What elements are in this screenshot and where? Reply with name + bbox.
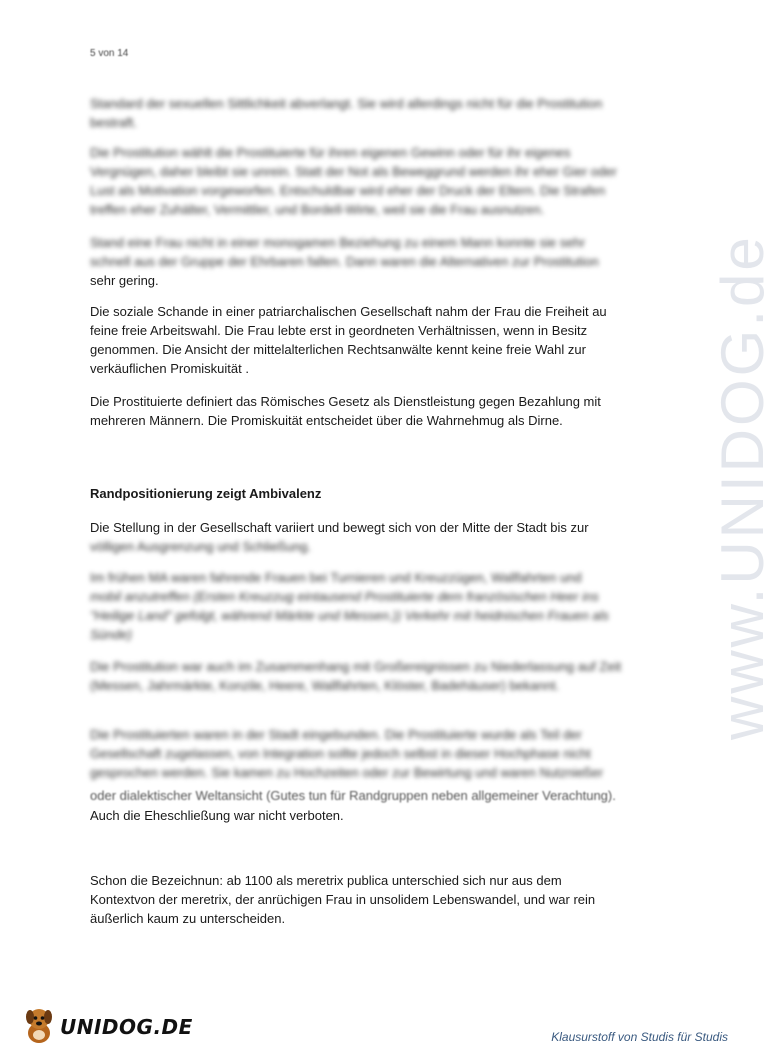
- text-line: mehreren Männern. Die Promiskuität entscheidet über die Wahrnehmug als Dirne.: [90, 413, 563, 428]
- text-line: Gesellschaft zugelassen, von Integration sollte jedoch selbst in dieser Hochphase nicht: [90, 746, 591, 761]
- text-line: Stand eine Frau nicht in einer monogamen Beziehung zu einem Mann konnte sie sehr: [90, 235, 586, 250]
- paragraph: Die Stellung in der Gesellschaft variiert und bewegt sich von der Mitte der Stadt bis zur: [90, 520, 589, 535]
- footer-tagline: Klausurstoff von Studis für Studis: [551, 1030, 728, 1044]
- text-line: Die soziale Schande in einer patriarchalischen Gesellschaft nahm der Frau die Freiheit au: [90, 304, 607, 319]
- paragraph: [90, 871, 650, 928]
- blurred-paragraph: [90, 94, 650, 132]
- text-line: Vergnügen, daher bleibt sie unrein. Statt der Not als Beweggrund werden ihr eher Gier oder: [90, 164, 617, 179]
- text-line: Die Prostitution war auch im Zusammenhang mit Großereignissen zu Niederlassung auf Zeit: [90, 659, 622, 674]
- section-heading: Randpositionierung zeigt Ambivalenz: [90, 486, 322, 501]
- page-number: 5 von 14: [90, 48, 129, 59]
- blurred-paragraph: [90, 568, 650, 644]
- dog-mascot-icon: [22, 1005, 56, 1050]
- blurred-paragraph: [90, 657, 650, 695]
- text-line: Schon die Bezeichnun: ab 1100 als meretrix publica unterschied sich nur aus dem: [90, 873, 562, 888]
- text-line: gesprochen werden. Sie kamen zu Hochzeiten oder zur Bewirtung und waren Nutznießer: [90, 765, 604, 780]
- text-line: genommen. Die Ansicht der mittelalterlichen Rechtsanwälte kennt keine freie Wahl zur: [90, 342, 586, 357]
- text-line: bestraft.: [90, 115, 137, 130]
- blurred-paragraph: [90, 233, 650, 271]
- paragraph: [90, 302, 650, 378]
- text-line: Standard der sexuellen Sittlichkeit abverlangt. Sie wird allerdings nicht für die Prostitution: [90, 96, 603, 111]
- partially-blurred-line: oder dialektischer Weltansicht (Gutes tun für Randgruppen neben allgemeiner Verachtung).: [90, 788, 616, 803]
- text-line: Die Prostituierte definiert das Römisches Gesetz als Dienstleistung gegen Bezahlung mit: [90, 394, 601, 409]
- text-line: mobil anzutreffen (Ersten Kreuzzug eintausend Prostituierte dem französischen Heer ins: [90, 589, 599, 604]
- text-line: Im frühen MA waren fahrende Frauen bei Turnieren und Kreuzzügen, Wallfahrten und: [90, 570, 582, 585]
- text-line: Die Prostituierten waren in der Stadt eingebunden. Die Prostituierte wurde als Teil der: [90, 727, 582, 742]
- watermark: [660, 234, 776, 740]
- blurred-paragraph: [90, 143, 650, 219]
- watermark-text: www.UNIDOG.de: [709, 234, 776, 740]
- text-line: äußerlich kaum zu unterscheiden.: [90, 911, 286, 926]
- text-line: Lust als Motivation vorgeworfen. Entschuldbar wird eher der Druck der Eltern. Die Strafen: [90, 183, 606, 198]
- text-line: Die Prostitution wählt die Prostituierte für ihren eigenen Gewinn oder für ihr eigenes: [90, 145, 571, 160]
- text-line: verkäuflichen Promiskuität .: [90, 361, 249, 376]
- text-line: Sünde): [90, 627, 132, 642]
- paragraph-tail: sehr gering.: [90, 273, 159, 288]
- logo-wordmark: UNIDOG.DE: [60, 1015, 193, 1039]
- footer-logo[interactable]: [22, 1005, 193, 1049]
- paragraph: [90, 392, 650, 430]
- text-line: (Messen, Jahrmärkte, Konzile, Heere, Wallfahrten, Klöster, Badehäuser) bekannt.: [90, 678, 560, 693]
- text-line: feine freie Arbeitswahl. Die Frau lebte erst in geordneten Verhältnissen, wenn in Besitz: [90, 323, 588, 338]
- text-line: treffen eher Zuhälter, Vermittler, und Bordell-Wirte, weil sie die Frau ausnutzen.: [90, 202, 545, 217]
- paragraph-tail: Auch die Eheschließung war nicht verboten.: [90, 808, 344, 823]
- text-line: Kontextvon der meretrix, der anrüchigen Frau in unsolidem Lebenswandel, und war rein: [90, 892, 596, 907]
- blurred-paragraph: [90, 725, 650, 782]
- text-line: schnell aus der Gruppe der Ehrbaren fallen. Dann waren die Alternativen zur Prostitution: [90, 254, 599, 269]
- text-line: "Heilige Land" gefolgt, während Märkte und Messen.)) Verkehr mit heidnischen Frauen als: [90, 608, 609, 623]
- blurred-paragraph: völligen Ausgrenzung und Schließung.: [90, 539, 312, 554]
